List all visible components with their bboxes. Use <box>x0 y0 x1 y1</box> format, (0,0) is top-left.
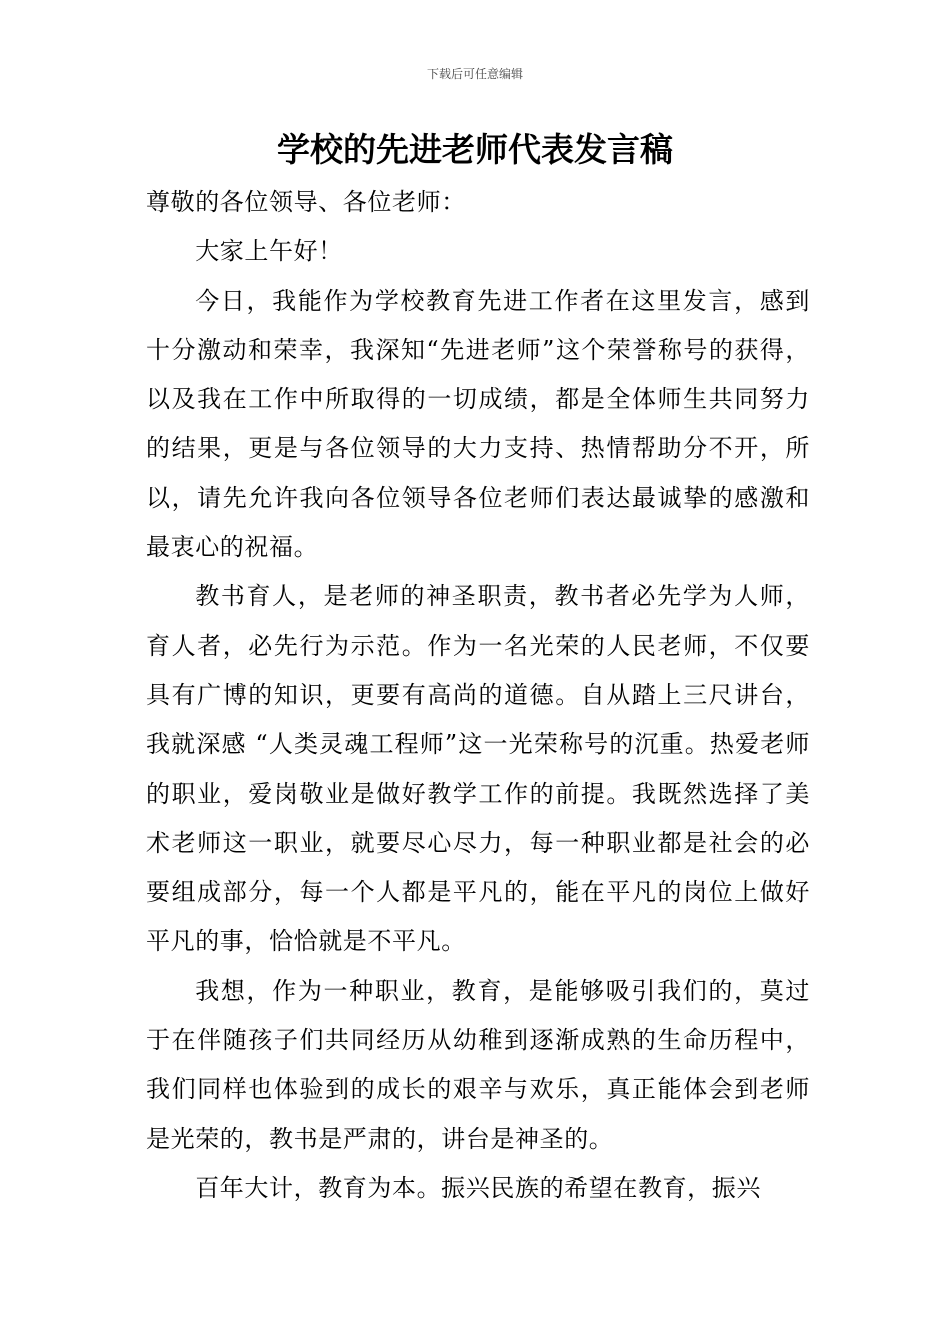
paragraph-3: 我想，作为一种职业，教育，是能够吸引我们的，莫过于在伴随孩子们共同经历从幼稚到逐渐成熟的生命历程中，我们同样也体验到的成长的艰辛与欢乐，真正能体会到老师是光荣的，教书是严肃的，讲台是神圣的。 <box>146 976 810 1153</box>
paragraph-2: 教书育人，是老师的神圣职责，教书者必先学为人师，育人者，必先行为示范。作为一名光荣的人民老师，不仅要具有广博的知识，更要有高尚的道德。自从踏上三尺讲台，我就深感 “人类灵魂工程师”这一光荣称号的沉重。热爱老师的职业，爱岗敬业是做好教学工作的前提。我既然选择了美术老师这一职业，就要尽心尽力，每一种职业都是社会的必要组成部分，每一个人都是平凡的，能在平凡的岗位上做好平凡的事，恰恰就是不平凡。 <box>146 582 810 956</box>
paragraph-1: 今日，我能作为学校教育先进工作者在这里发言，感到十分激动和荣幸，我深知“先进老师”这个荣誉称号的获得，以及我在工作中所取得的一切成绩，都是全体师生共同努力的结果，更是与各位领导的大力支持、热情帮助分不开，所以，请先允许我向各位领导各位老师们表达最诚挚的感激和最衷心的祝福。 <box>146 286 810 562</box>
document-title: 学校的先进老师代表发言稿 <box>277 130 673 169</box>
salutation: 尊敬的各位领导、各位老师： <box>146 188 466 216</box>
document-body <box>146 178 810 1213</box>
greeting: 大家上午好！ <box>195 237 343 266</box>
header-note: 下载后可任意编辑 <box>426 67 523 81</box>
paragraph-4: 百年大计，教育为本。振兴民族的希望在教育，振兴 <box>195 1173 761 1202</box>
